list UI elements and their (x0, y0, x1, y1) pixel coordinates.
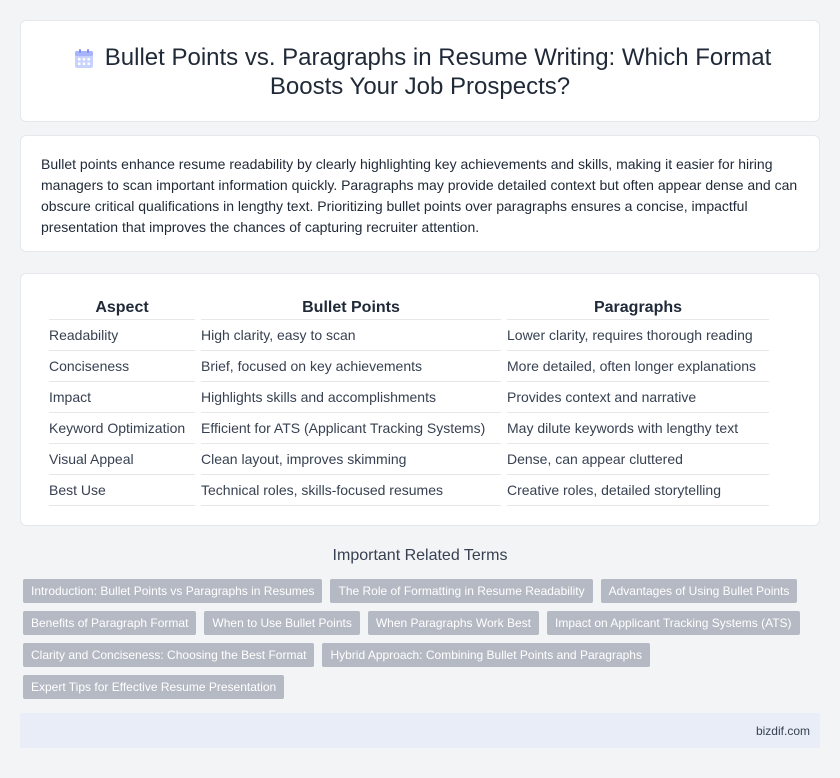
table-cell: Best Use (49, 475, 195, 506)
table-cell: Creative roles, detailed storytelling (507, 475, 769, 506)
table-row (49, 475, 769, 506)
related-term-tag[interactable]: The Role of Formatting in Resume Readability (330, 579, 592, 603)
table-cell: Readability (49, 320, 195, 351)
table-cell: Visual Appeal (49, 444, 195, 475)
table-cell: Conciseness (49, 351, 195, 382)
table-row (49, 351, 769, 382)
table-row (49, 413, 769, 444)
intro-card (20, 135, 820, 252)
table-cell: Impact (49, 382, 195, 413)
footer (20, 713, 820, 748)
page-title: Bullet Points vs. Paragraphs in Resume Writing: Which Format Boosts Your Job Prospects? (104, 44, 772, 100)
header-bullet-points: Bullet Points (201, 294, 501, 320)
header-card (20, 20, 820, 122)
comparison-table (43, 294, 775, 506)
table-row (49, 444, 769, 475)
table-cell: May dilute keywords with lengthy text (507, 413, 769, 444)
intro-paragraph: Bullet points enhance resume readability by clearly highlighting key achievements and skills, making it easier for hiring managers to scan important information quickly. Paragraphs may provide detailed context but often appear dense and can obscure critical qualifications in lengthy text. Prioritizing bullet points over paragraphs ensures a concise, impactful presentation that improves the chances of capturing recruiter attention. (41, 156, 798, 235)
comparison-table-card (20, 273, 820, 526)
related-term-tag[interactable]: When to Use Bullet Points (204, 611, 359, 635)
table-cell: Brief, focused on key achievements (201, 351, 501, 382)
site-link[interactable]: bizdif.com (755, 724, 810, 738)
table-cell: Clean layout, improves skimming (201, 444, 501, 475)
table-cell: Provides context and narrative (507, 382, 769, 413)
table-cell: Keyword Optimization (49, 413, 195, 444)
header-aspect: Aspect (49, 294, 195, 320)
table-row (49, 320, 769, 351)
table-cell: More detailed, often longer explanations (507, 351, 769, 382)
table-cell: High clarity, easy to scan (201, 320, 501, 351)
table-cell: Technical roles, skills-focused resumes (201, 475, 501, 506)
related-term-tag[interactable]: Impact on Applicant Tracking Systems (ATS) (547, 611, 800, 635)
related-term-tag[interactable]: Expert Tips for Effective Resume Presentation (23, 675, 284, 699)
related-term-tag[interactable]: Introduction: Bullet Points vs Paragraphs in Resumes (23, 579, 322, 603)
related-term-tag[interactable]: Clarity and Conciseness: Choosing the Best Format (23, 643, 314, 667)
table-cell: Dense, can appear cluttered (507, 444, 769, 475)
related-term-tag[interactable]: Hybrid Approach: Combining Bullet Points and Paragraphs (322, 643, 650, 667)
table-cell: Efficient for ATS (Applicant Tracking Systems) (201, 413, 501, 444)
table-cell: Lower clarity, requires thorough reading (507, 320, 769, 351)
table-row (49, 382, 769, 413)
related-terms-list (23, 579, 813, 699)
table-header-row (49, 294, 769, 320)
related-terms-heading: Important Related Terms (332, 547, 508, 564)
related-term-tag[interactable]: Advantages of Using Bullet Points (601, 579, 798, 603)
related-term-tag[interactable]: When Paragraphs Work Best (368, 611, 539, 635)
related-term-tag[interactable]: Benefits of Paragraph Format (23, 611, 196, 635)
header-paragraphs: Paragraphs (507, 294, 769, 320)
table-cell: Highlights skills and accomplishments (201, 382, 501, 413)
